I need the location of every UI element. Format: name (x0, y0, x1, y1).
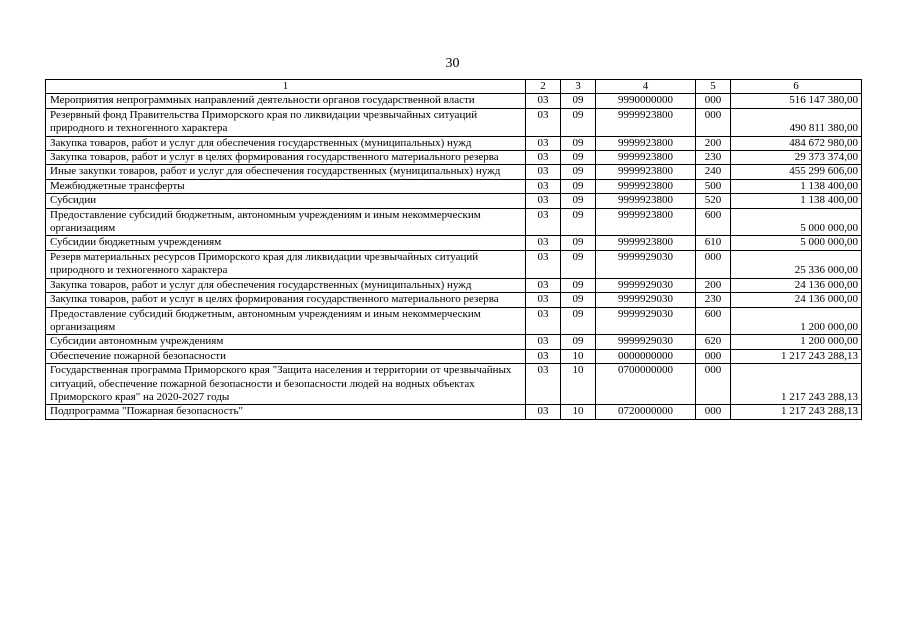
row-target-article: 9999923800 (596, 179, 696, 193)
row-expense-type: 200 (696, 278, 731, 292)
table-row (46, 194, 862, 208)
row-section-code: 03 (526, 94, 561, 108)
row-amount: 490 811 380,00 (731, 108, 862, 136)
row-expense-type: 000 (696, 94, 731, 108)
table-row (46, 151, 862, 165)
row-name: Мероприятия непрограммных направлений деятельности органов государственной власти (46, 94, 526, 108)
table-row (46, 250, 862, 278)
row-amount: 1 138 400,00 (731, 179, 862, 193)
row-name: Иные закупки товаров, работ и услуг для обеспечения государственных (муниципальных) нужд (46, 165, 526, 179)
row-target-article: 9990000000 (596, 94, 696, 108)
row-section-code: 03 (526, 165, 561, 179)
row-section-code: 03 (526, 179, 561, 193)
row-name: Межбюджетные трансферты (46, 179, 526, 193)
row-section-code: 03 (526, 108, 561, 136)
row-section-code: 03 (526, 278, 561, 292)
row-name: Субсидии бюджетным учреждениям (46, 236, 526, 250)
row-amount: 24 136 000,00 (731, 293, 862, 307)
row-name: Резерв материальных ресурсов Приморского края для ликвидации чрезвычайных ситуаций природного и техногенного характера (46, 250, 526, 278)
row-subsection-code: 09 (561, 94, 596, 108)
row-subsection-code: 09 (561, 136, 596, 150)
row-expense-type: 000 (696, 405, 731, 419)
header-row (46, 80, 862, 94)
row-expense-type: 000 (696, 250, 731, 278)
row-amount: 5 000 000,00 (731, 208, 862, 236)
table-row (46, 179, 862, 193)
row-name: Субсидии автономным учреждениям (46, 335, 526, 349)
table-row (46, 364, 862, 405)
row-target-article: 9999923800 (596, 151, 696, 165)
row-amount: 1 217 243 288,13 (731, 349, 862, 363)
row-subsection-code: 09 (561, 208, 596, 236)
column-header-5: 5 (696, 80, 731, 94)
row-amount: 29 373 374,00 (731, 151, 862, 165)
row-target-article: 9999923800 (596, 165, 696, 179)
table-row (46, 108, 862, 136)
table-row (46, 335, 862, 349)
row-expense-type: 600 (696, 208, 731, 236)
table-row (46, 405, 862, 419)
row-section-code: 03 (526, 194, 561, 208)
row-expense-type: 620 (696, 335, 731, 349)
row-amount: 1 217 243 288,13 (731, 364, 862, 405)
row-subsection-code: 10 (561, 405, 596, 419)
row-amount: 5 000 000,00 (731, 236, 862, 250)
row-section-code: 03 (526, 307, 561, 335)
row-section-code: 03 (526, 136, 561, 150)
row-amount: 25 336 000,00 (731, 250, 862, 278)
row-subsection-code: 09 (561, 250, 596, 278)
row-name: Резервный фонд Правительства Приморского края по ликвидации чрезвычайных ситуаций природного и техногенного характера (46, 108, 526, 136)
row-section-code: 03 (526, 151, 561, 165)
column-header-6: 6 (731, 80, 862, 94)
row-target-article: 0720000000 (596, 405, 696, 419)
row-subsection-code: 09 (561, 165, 596, 179)
table-row (46, 278, 862, 292)
row-expense-type: 230 (696, 293, 731, 307)
row-expense-type: 520 (696, 194, 731, 208)
row-name: Государственная программа Приморского края "Защита населения и территории от чрезвычайных ситуаций, обеспечение пожарной безопасности и безопасности людей на водных объектах Приморского края" на 2020-2027 годы (46, 364, 526, 405)
table-row (46, 293, 862, 307)
row-subsection-code: 10 (561, 364, 596, 405)
table-row (46, 208, 862, 236)
row-target-article: 9999923800 (596, 194, 696, 208)
row-expense-type: 000 (696, 108, 731, 136)
table-row (46, 94, 862, 108)
row-section-code: 03 (526, 236, 561, 250)
column-header-4: 4 (596, 80, 696, 94)
row-target-article: 9999929030 (596, 335, 696, 349)
row-name: Подпрограмма "Пожарная безопасность" (46, 405, 526, 419)
table-row (46, 349, 862, 363)
row-subsection-code: 10 (561, 349, 596, 363)
row-name: Закупка товаров, работ и услуг в целях формирования государственного материального резерва (46, 151, 526, 165)
column-header-2: 2 (526, 80, 561, 94)
row-section-code: 03 (526, 250, 561, 278)
row-amount: 484 672 980,00 (731, 136, 862, 150)
row-amount: 24 136 000,00 (731, 278, 862, 292)
row-subsection-code: 09 (561, 194, 596, 208)
row-target-article: 9999923800 (596, 236, 696, 250)
row-target-article: 9999929030 (596, 250, 696, 278)
row-expense-type: 600 (696, 307, 731, 335)
row-expense-type: 000 (696, 364, 731, 405)
row-amount: 455 299 606,00 (731, 165, 862, 179)
row-section-code: 03 (526, 349, 561, 363)
table-row (46, 136, 862, 150)
row-name: Субсидии (46, 194, 526, 208)
column-header-1: 1 (46, 80, 526, 94)
row-target-article: 0000000000 (596, 349, 696, 363)
table-body (46, 94, 862, 419)
row-target-article: 9999923800 (596, 208, 696, 236)
row-subsection-code: 09 (561, 293, 596, 307)
row-subsection-code: 09 (561, 335, 596, 349)
row-name: Предоставление субсидий бюджетным, автономным учреждениям и иным некоммерческим организациям (46, 208, 526, 236)
row-expense-type: 230 (696, 151, 731, 165)
row-section-code: 03 (526, 364, 561, 405)
row-target-article: 9999929030 (596, 307, 696, 335)
row-target-article: 9999923800 (596, 136, 696, 150)
row-target-article: 9999923800 (596, 108, 696, 136)
row-subsection-code: 09 (561, 236, 596, 250)
row-expense-type: 500 (696, 179, 731, 193)
row-expense-type: 610 (696, 236, 731, 250)
row-target-article: 0700000000 (596, 364, 696, 405)
row-name: Закупка товаров, работ и услуг для обеспечения государственных (муниципальных) нужд (46, 278, 526, 292)
row-section-code: 03 (526, 335, 561, 349)
page-number: 30 (445, 56, 460, 71)
row-name: Предоставление субсидий бюджетным, автономным учреждениям и иным некоммерческим организациям (46, 307, 526, 335)
table-row (46, 165, 862, 179)
row-expense-type: 200 (696, 136, 731, 150)
row-expense-type: 240 (696, 165, 731, 179)
row-section-code: 03 (526, 405, 561, 419)
row-subsection-code: 09 (561, 151, 596, 165)
row-subsection-code: 09 (561, 108, 596, 136)
table-row (46, 307, 862, 335)
row-expense-type: 000 (696, 349, 731, 363)
row-amount: 1 138 400,00 (731, 194, 862, 208)
row-subsection-code: 09 (561, 307, 596, 335)
row-amount: 1 200 000,00 (731, 335, 862, 349)
row-name: Обеспечение пожарной безопасности (46, 349, 526, 363)
row-target-article: 9999929030 (596, 278, 696, 292)
row-subsection-code: 09 (561, 179, 596, 193)
row-section-code: 03 (526, 293, 561, 307)
row-section-code: 03 (526, 208, 561, 236)
row-name: Закупка товаров, работ и услуг для обеспечения государственных (муниципальных) нужд (46, 136, 526, 150)
row-subsection-code: 09 (561, 278, 596, 292)
row-amount: 516 147 380,00 (731, 94, 862, 108)
budget-table (45, 79, 862, 420)
row-target-article: 9999929030 (596, 293, 696, 307)
row-amount: 1 217 243 288,13 (731, 405, 862, 419)
column-header-3: 3 (561, 80, 596, 94)
row-name: Закупка товаров, работ и услуг в целях формирования государственного материального резерва (46, 293, 526, 307)
row-amount: 1 200 000,00 (731, 307, 862, 335)
table-row (46, 236, 862, 250)
